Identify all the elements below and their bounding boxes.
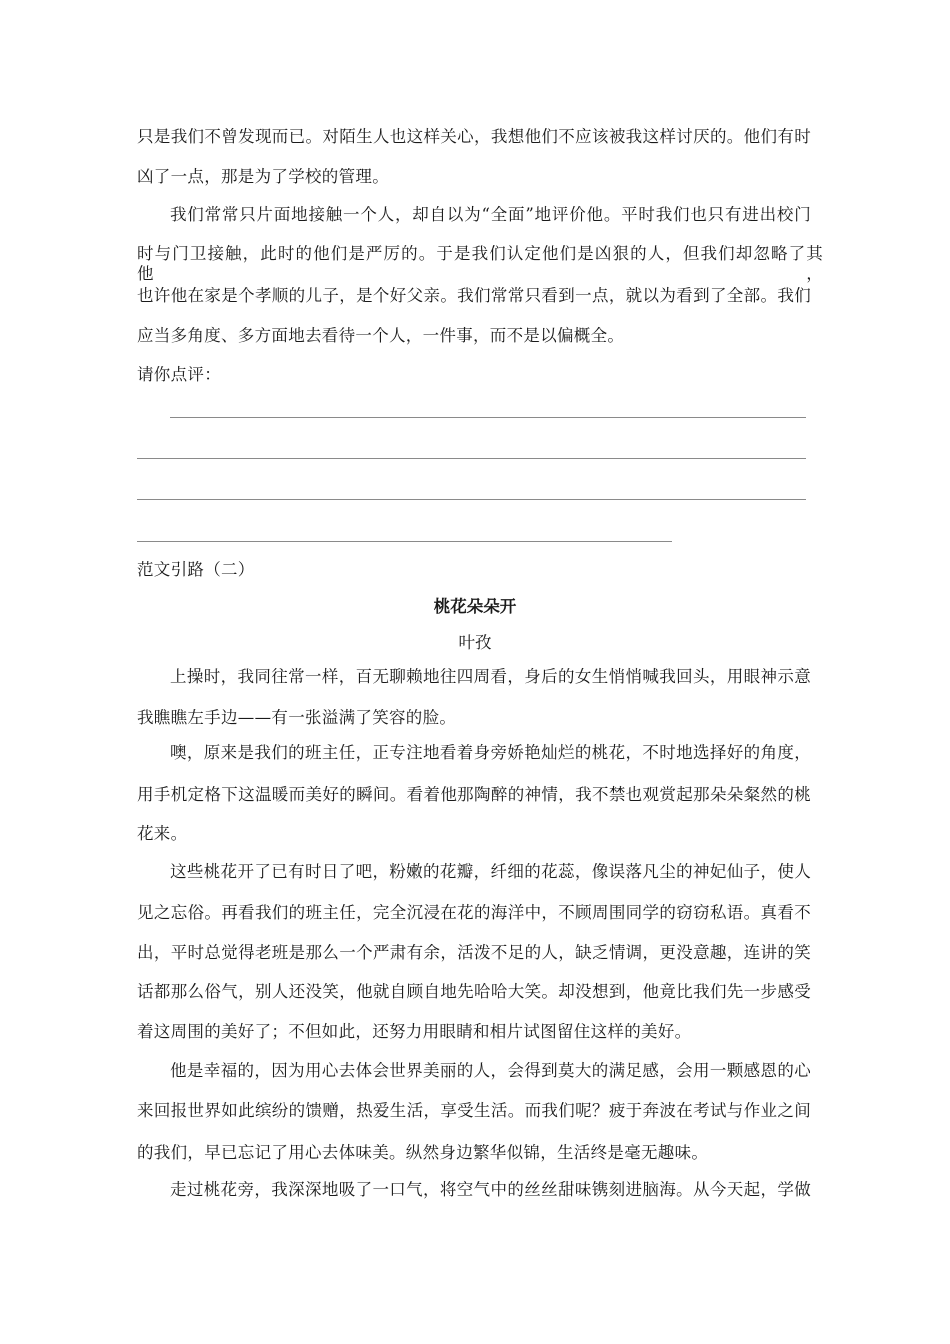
essay2-line-2: 我瞧瞧左手边——有一张溢满了笑容的脸。 (137, 708, 457, 727)
essay-author: 叶孜 (458, 633, 492, 652)
essay2-line-12: 来回报世界如此缤纷的馈赠，热爱生活，享受生活。而我们呢？疲于奔波在考试与作业之间 (137, 1101, 811, 1120)
essay2-line-7: 见之忘俗。再看我们的班主任，完全沉浸在花的海洋中，不顾周围同学的窃窃私语。真看不 (137, 903, 811, 922)
essay1-line-1: 只是我们不曾发现而已。对陌生人也这样关心，我想他们不应该被我这样讨厌的。他们有时 (137, 127, 811, 146)
essay2-line-3: 噢，原来是我们的班主任，正专注地看着身旁娇艳灿烂的桃花，不时地选择好的角度， (170, 743, 811, 762)
essay1-line-4: 时与门卫接触，此时的他们是严厉的。于是我们认定他们是凶狠的人，但我们却忽略了其他， (137, 244, 823, 283)
essay2-line-5: 花来。 (137, 824, 188, 843)
essay2-line-14: 走过桃花旁，我深深地吸了一口气，将空气中的丝丝甜味镌刻进脑海。从今天起，学做 (170, 1180, 811, 1199)
essay2-line-10: 着这周围的美好了；不但如此，还努力用眼睛和相片试图留住这样的美好。 (137, 1022, 692, 1041)
essay2-line-1: 上操时，我同往常一样，百无聊赖地往四周看，身后的女生悄悄喊我回头，用眼神示意 (170, 667, 811, 686)
answer-line-1[interactable] (170, 417, 806, 418)
essay1-line-6: 应当多角度、多方面地去看待一个人，一件事，而不是以偏概全。 (137, 326, 625, 345)
essay2-line-6: 这些桃花开了已有时日了吧，粉嫩的花瓣，纤细的花蕊，像误落凡尘的神妃仙子，使人 (170, 862, 811, 881)
section-label: 范文引路（二） (137, 560, 255, 579)
comment-prompt: 请你点评： (137, 365, 221, 384)
essay2-line-8: 出，平时总觉得老班是那么一个严肃有余，活泼不足的人，缺乏情调，更没意趣，连讲的笑 (137, 943, 811, 962)
essay2-line-13: 的我们，早已忘记了用心去体味美。纵然身边繁华似锦，生活终是毫无趣味。 (137, 1143, 709, 1162)
answer-line-2[interactable] (137, 458, 806, 459)
essay1-line-2: 凶了一点，那是为了学校的管理。 (137, 167, 389, 186)
answer-line-4[interactable] (137, 541, 672, 542)
essay2-line-11: 他是幸福的，因为用心去体会世界美丽的人，会得到莫大的满足感，会用一颗感恩的心 (170, 1061, 811, 1080)
essay-title: 桃花朵朵开 (433, 597, 517, 616)
essay2-line-9: 话都那么俗气，别人还没笑，他就自顾自地先哈哈大笑。却没想到，他竟比我们先一步感受 (137, 982, 811, 1001)
essay1-line-5: 也许他在家是个孝顺的儿子，是个好父亲。我们常常只看到一点，就以为看到了全部。我们 (137, 286, 811, 305)
answer-line-3[interactable] (137, 499, 806, 500)
essay2-line-4: 用手机定格下这温暖而美好的瞬间。看着他那陶醉的神情，我不禁也观赏起那朵朵粲然的桃 (137, 785, 811, 804)
essay1-line-3: 我们常常只片面地接触一个人，却自以为“全面”地评价他。平时我们也只有进出校门 (170, 205, 811, 224)
